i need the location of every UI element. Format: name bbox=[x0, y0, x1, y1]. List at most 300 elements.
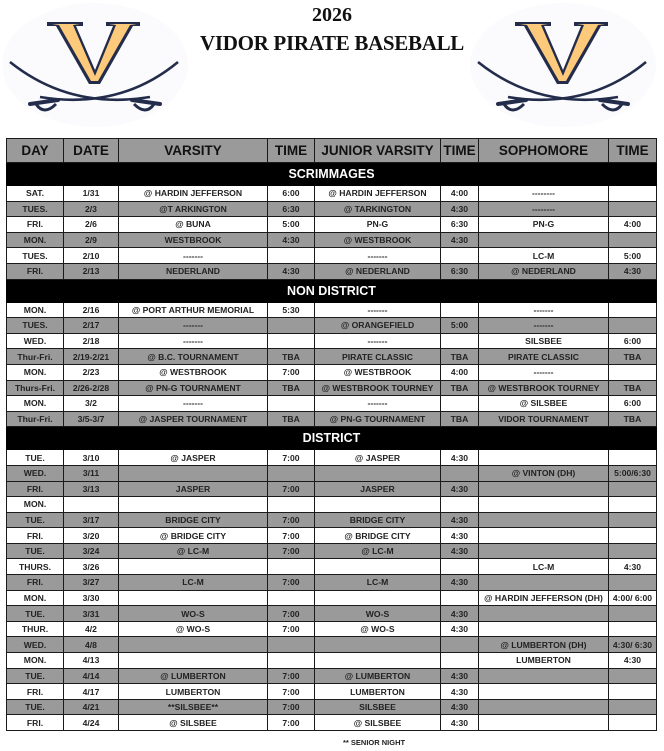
cell-varsity: WESTBROOK bbox=[119, 232, 268, 248]
cell-varsity-time bbox=[268, 637, 315, 653]
table-row bbox=[7, 232, 657, 248]
cell-jv: @ HARDIN JEFFERSON bbox=[315, 186, 441, 202]
cell-jv-time: 4:30 bbox=[441, 201, 479, 217]
cell-varsity bbox=[119, 590, 268, 606]
cell-date: 4/24 bbox=[64, 715, 119, 731]
cell-jv-time bbox=[441, 653, 479, 669]
cell-day: TUE. bbox=[7, 450, 64, 466]
table-row bbox=[7, 543, 657, 559]
cell-varsity: @ PN-G TOURNAMENT bbox=[119, 380, 268, 396]
table-row bbox=[7, 302, 657, 318]
cell-sophomore-time: TBA bbox=[609, 411, 657, 427]
cell-day: SAT. bbox=[7, 186, 64, 202]
cell-day: THUR. bbox=[7, 621, 64, 637]
cell-day: TUE. bbox=[7, 606, 64, 622]
cell-date: 4/2 bbox=[64, 621, 119, 637]
cell-varsity-time: 7:00 bbox=[268, 364, 315, 380]
cell-varsity-time: 5:00 bbox=[268, 217, 315, 233]
cell-date: 4/13 bbox=[64, 653, 119, 669]
cell-sophomore-time: TBA bbox=[609, 380, 657, 396]
cell-jv-time: 6:30 bbox=[441, 217, 479, 233]
cell-sophomore bbox=[479, 668, 609, 684]
section-header-row bbox=[7, 427, 657, 450]
cell-jv-time: 4:30 bbox=[441, 621, 479, 637]
table-row bbox=[7, 380, 657, 396]
cell-jv: PIRATE CLASSIC bbox=[315, 349, 441, 365]
cell-sophomore: PIRATE CLASSIC bbox=[479, 349, 609, 365]
cell-sophomore-time bbox=[609, 186, 657, 202]
cell-varsity bbox=[119, 497, 268, 513]
cell-jv-time bbox=[441, 637, 479, 653]
table-row bbox=[7, 333, 657, 349]
cell-day: MON. bbox=[7, 232, 64, 248]
cell-day: TUES. bbox=[7, 248, 64, 264]
cell-sophomore-time bbox=[609, 497, 657, 513]
cell-jv-time: 4:30 bbox=[441, 528, 479, 544]
cell-date bbox=[64, 497, 119, 513]
cell-sophomore-time bbox=[609, 201, 657, 217]
cell-sophomore-time: 5:00/6:30 bbox=[609, 465, 657, 481]
cell-varsity-time: 7:00 bbox=[268, 699, 315, 715]
schedule-year: 2026 bbox=[312, 4, 352, 26]
table-row bbox=[7, 318, 657, 334]
cell-jv: LC-M bbox=[315, 575, 441, 591]
cell-sophomore-time bbox=[609, 684, 657, 700]
cell-date: 3/10 bbox=[64, 450, 119, 466]
cell-sophomore: @ NEDERLAND bbox=[479, 263, 609, 279]
cell-jv: JASPER bbox=[315, 481, 441, 497]
cell-varsity-time: 7:00 bbox=[268, 621, 315, 637]
schedule-table bbox=[6, 138, 657, 731]
cell-date: 3/26 bbox=[64, 559, 119, 575]
cell-varsity: ------- bbox=[119, 318, 268, 334]
cell-date: 3/17 bbox=[64, 512, 119, 528]
cell-date: 3/31 bbox=[64, 606, 119, 622]
cell-sophomore-time bbox=[609, 575, 657, 591]
cell-jv: LUMBERTON bbox=[315, 684, 441, 700]
cell-jv bbox=[315, 559, 441, 575]
cell-jv-time bbox=[441, 497, 479, 513]
table-row bbox=[7, 590, 657, 606]
cell-date: 3/2 bbox=[64, 396, 119, 412]
cell-jv: BRIDGE CITY bbox=[315, 512, 441, 528]
cell-sophomore-time: TBA bbox=[609, 349, 657, 365]
cell-sophomore: PN-G bbox=[479, 217, 609, 233]
cell-date: 3/20 bbox=[64, 528, 119, 544]
table-row bbox=[7, 263, 657, 279]
cell-day: FRI. bbox=[7, 481, 64, 497]
cell-sophomore: @ WESTBROOK TOURNEY bbox=[479, 380, 609, 396]
table-row bbox=[7, 559, 657, 575]
cell-varsity: NEDERLAND bbox=[119, 263, 268, 279]
cell-day: WED. bbox=[7, 637, 64, 653]
cell-varsity-time bbox=[268, 559, 315, 575]
cell-jv bbox=[315, 590, 441, 606]
cell-day: FRI. bbox=[7, 715, 64, 731]
cell-sophomore-time bbox=[609, 543, 657, 559]
cell-varsity: ------- bbox=[119, 396, 268, 412]
column-header-sophomore: SOPHOMORE bbox=[479, 139, 609, 163]
cell-day: WED. bbox=[7, 465, 64, 481]
cell-jv: @ JASPER bbox=[315, 450, 441, 466]
cell-sophomore-time bbox=[609, 699, 657, 715]
cell-date: 3/11 bbox=[64, 465, 119, 481]
cell-jv-time bbox=[441, 590, 479, 606]
table-row bbox=[7, 411, 657, 427]
cell-jv: @ LUMBERTON bbox=[315, 668, 441, 684]
cell-varsity-time: TBA bbox=[268, 380, 315, 396]
cell-varsity bbox=[119, 559, 268, 575]
cell-day: FRI. bbox=[7, 217, 64, 233]
cell-jv bbox=[315, 637, 441, 653]
cell-jv-time: 4:30 bbox=[441, 232, 479, 248]
cell-sophomore: VIDOR TOURNAMENT bbox=[479, 411, 609, 427]
cell-sophomore: ------- bbox=[479, 302, 609, 318]
cell-varsity: @ JASPER bbox=[119, 450, 268, 466]
cell-jv: @ PN-G TOURNAMENT bbox=[315, 411, 441, 427]
cell-sophomore-time: 4:30 bbox=[609, 263, 657, 279]
cell-sophomore: -------- bbox=[479, 186, 609, 202]
cell-sophomore: @ HARDIN JEFFERSON (DH) bbox=[479, 590, 609, 606]
cell-varsity-time: 4:30 bbox=[268, 263, 315, 279]
cell-jv-time: 4:30 bbox=[441, 512, 479, 528]
cell-jv: PN-G bbox=[315, 217, 441, 233]
cell-sophomore-time bbox=[609, 232, 657, 248]
cell-day: TUE. bbox=[7, 512, 64, 528]
table-row bbox=[7, 217, 657, 233]
table-row bbox=[7, 715, 657, 731]
column-header-varsity-time: TIME bbox=[268, 139, 315, 163]
section-header-row bbox=[7, 279, 657, 302]
cell-sophomore bbox=[479, 528, 609, 544]
cell-sophomore bbox=[479, 575, 609, 591]
section-title: NON DISTRICT bbox=[7, 279, 657, 302]
cell-date: 3/13 bbox=[64, 481, 119, 497]
schedule-body bbox=[7, 163, 657, 731]
cell-varsity: @ SILSBEE bbox=[119, 715, 268, 731]
cell-varsity: @ LUMBERTON bbox=[119, 668, 268, 684]
column-header-jv: JUNIOR VARSITY bbox=[315, 139, 441, 163]
cell-day: MON. bbox=[7, 302, 64, 318]
cell-sophomore-time: 4:00/ 6:00 bbox=[609, 590, 657, 606]
cell-sophomore-time bbox=[609, 302, 657, 318]
cell-varsity: @ WESTBROOK bbox=[119, 364, 268, 380]
cell-jv: ------- bbox=[315, 333, 441, 349]
section-title: SCRIMMAGES bbox=[7, 163, 657, 186]
cell-jv-time bbox=[441, 248, 479, 264]
column-header-date: DATE bbox=[64, 139, 119, 163]
cell-jv-time: 4:30 bbox=[441, 606, 479, 622]
cell-varsity: ------- bbox=[119, 333, 268, 349]
cell-varsity-time: 7:00 bbox=[268, 543, 315, 559]
cell-sophomore bbox=[479, 497, 609, 513]
cell-jv-time: TBA bbox=[441, 411, 479, 427]
cell-day: TUE. bbox=[7, 699, 64, 715]
cell-day: FRI. bbox=[7, 684, 64, 700]
cell-varsity: BRIDGE CITY bbox=[119, 512, 268, 528]
cell-jv: @ WESTBROOK bbox=[315, 364, 441, 380]
cell-date: 2/6 bbox=[64, 217, 119, 233]
cell-jv: ------- bbox=[315, 396, 441, 412]
cell-varsity: WO-S bbox=[119, 606, 268, 622]
cell-sophomore: ------- bbox=[479, 364, 609, 380]
cell-date: 1/31 bbox=[64, 186, 119, 202]
cell-day: Thur-Fri. bbox=[7, 349, 64, 365]
cell-varsity-time: TBA bbox=[268, 411, 315, 427]
cell-jv-time bbox=[441, 465, 479, 481]
cell-jv-time: 4:30 bbox=[441, 699, 479, 715]
cell-varsity-time bbox=[268, 248, 315, 264]
cell-jv-time: 4:30 bbox=[441, 481, 479, 497]
cell-sophomore-time bbox=[609, 715, 657, 731]
cell-varsity: @ B.C. TOURNAMENT bbox=[119, 349, 268, 365]
cell-sophomore: -------- bbox=[479, 201, 609, 217]
cell-day: MON. bbox=[7, 364, 64, 380]
cell-varsity-time: 5:30 bbox=[268, 302, 315, 318]
table-row bbox=[7, 481, 657, 497]
cell-day: FRI. bbox=[7, 575, 64, 591]
cell-varsity: LC-M bbox=[119, 575, 268, 591]
cell-jv: @ LC-M bbox=[315, 543, 441, 559]
cell-day: FRI. bbox=[7, 528, 64, 544]
column-header-sophomore-time: TIME bbox=[609, 139, 657, 163]
cell-date: 2/16 bbox=[64, 302, 119, 318]
cell-jv: @ WESTBROOK TOURNEY bbox=[315, 380, 441, 396]
cell-varsity-time: 7:00 bbox=[268, 715, 315, 731]
cell-varsity-time: 6:00 bbox=[268, 186, 315, 202]
cell-date: 3/5-3/7 bbox=[64, 411, 119, 427]
cell-jv-time: 4:30 bbox=[441, 575, 479, 591]
cell-varsity: @ HARDIN JEFFERSON bbox=[119, 186, 268, 202]
cell-jv: @ TARKINGTON bbox=[315, 201, 441, 217]
cell-jv-time: 6:30 bbox=[441, 263, 479, 279]
cell-varsity-time: 7:00 bbox=[268, 575, 315, 591]
cell-varsity: @ WO-S bbox=[119, 621, 268, 637]
table-row bbox=[7, 349, 657, 365]
cell-day: TUE. bbox=[7, 543, 64, 559]
cell-date: 2/17 bbox=[64, 318, 119, 334]
cell-sophomore-time: 4:30 bbox=[609, 653, 657, 669]
cell-date: 2/23 bbox=[64, 364, 119, 380]
cell-jv: @ BRIDGE CITY bbox=[315, 528, 441, 544]
cell-jv bbox=[315, 497, 441, 513]
cell-date: 2/9 bbox=[64, 232, 119, 248]
table-row bbox=[7, 201, 657, 217]
cell-sophomore-time bbox=[609, 668, 657, 684]
table-row bbox=[7, 512, 657, 528]
cell-jv-time: TBA bbox=[441, 380, 479, 396]
cell-sophomore: ------- bbox=[479, 318, 609, 334]
table-row bbox=[7, 364, 657, 380]
cell-date: 4/8 bbox=[64, 637, 119, 653]
table-row bbox=[7, 653, 657, 669]
cell-varsity-time: 7:00 bbox=[268, 606, 315, 622]
cell-sophomore: @ SILSBEE bbox=[479, 396, 609, 412]
cell-varsity-time: TBA bbox=[268, 349, 315, 365]
cell-varsity bbox=[119, 653, 268, 669]
cell-day: Thurs-Fri. bbox=[7, 380, 64, 396]
cell-date: 3/27 bbox=[64, 575, 119, 591]
table-row bbox=[7, 637, 657, 653]
cell-varsity: **SILSBEE** bbox=[119, 699, 268, 715]
cell-varsity-time: 7:00 bbox=[268, 528, 315, 544]
table-row bbox=[7, 396, 657, 412]
table-row bbox=[7, 606, 657, 622]
cell-sophomore-time: 5:00 bbox=[609, 248, 657, 264]
cell-jv-time: 4:00 bbox=[441, 186, 479, 202]
table-row bbox=[7, 699, 657, 715]
cell-day: THURS. bbox=[7, 559, 64, 575]
table-row bbox=[7, 248, 657, 264]
cell-sophomore: LC-M bbox=[479, 248, 609, 264]
cell-day: TUES. bbox=[7, 201, 64, 217]
cell-sophomore-time bbox=[609, 481, 657, 497]
cell-sophomore bbox=[479, 512, 609, 528]
section-title: DISTRICT bbox=[7, 427, 657, 450]
cell-sophomore: LC-M bbox=[479, 559, 609, 575]
cell-varsity-time: 6:30 bbox=[268, 201, 315, 217]
table-row bbox=[7, 575, 657, 591]
cell-date: 2/13 bbox=[64, 263, 119, 279]
cell-sophomore bbox=[479, 699, 609, 715]
cell-date: 4/17 bbox=[64, 684, 119, 700]
cell-day: Thur-Fri. bbox=[7, 411, 64, 427]
column-header-varsity: VARSITY bbox=[119, 139, 268, 163]
cell-jv: SILSBEE bbox=[315, 699, 441, 715]
cell-sophomore: LUMBERTON bbox=[479, 653, 609, 669]
cell-varsity-time bbox=[268, 333, 315, 349]
cell-sophomore: @ LUMBERTON (DH) bbox=[479, 637, 609, 653]
cell-sophomore bbox=[479, 450, 609, 466]
cell-varsity-time bbox=[268, 497, 315, 513]
cell-sophomore-time: 6:00 bbox=[609, 396, 657, 412]
cell-jv-time: TBA bbox=[441, 349, 479, 365]
cell-sophomore bbox=[479, 684, 609, 700]
cell-varsity: @ BRIDGE CITY bbox=[119, 528, 268, 544]
cell-jv-time: 4:30 bbox=[441, 668, 479, 684]
cell-day: MON. bbox=[7, 497, 64, 513]
cell-date: 3/24 bbox=[64, 543, 119, 559]
cell-date: 4/14 bbox=[64, 668, 119, 684]
table-row bbox=[7, 186, 657, 202]
cell-date: 3/30 bbox=[64, 590, 119, 606]
cell-jv-time: 4:30 bbox=[441, 684, 479, 700]
cell-sophomore bbox=[479, 543, 609, 559]
cell-varsity: @ JASPER TOURNAMENT bbox=[119, 411, 268, 427]
cell-day: WED. bbox=[7, 333, 64, 349]
cell-jv: ------- bbox=[315, 302, 441, 318]
cell-sophomore: @ VINTON (DH) bbox=[479, 465, 609, 481]
cell-date: 2/10 bbox=[64, 248, 119, 264]
cell-varsity-time: 7:00 bbox=[268, 684, 315, 700]
cell-date: 2/3 bbox=[64, 201, 119, 217]
cell-jv-time bbox=[441, 333, 479, 349]
cell-jv-time: 5:00 bbox=[441, 318, 479, 334]
cell-jv-time: 4:30 bbox=[441, 543, 479, 559]
cell-jv-time bbox=[441, 302, 479, 318]
cell-varsity: @ PORT ARTHUR MEMORIAL bbox=[119, 302, 268, 318]
cell-varsity-time: 7:00 bbox=[268, 668, 315, 684]
cell-day: TUES. bbox=[7, 318, 64, 334]
cell-date: 2/19-2/21 bbox=[64, 349, 119, 365]
cell-varsity-time bbox=[268, 590, 315, 606]
table-row bbox=[7, 684, 657, 700]
cell-jv bbox=[315, 653, 441, 669]
cell-varsity-time bbox=[268, 465, 315, 481]
cell-jv-time bbox=[441, 396, 479, 412]
cell-varsity: @T ARKINGTON bbox=[119, 201, 268, 217]
cell-varsity-time bbox=[268, 653, 315, 669]
table-row bbox=[7, 497, 657, 513]
cell-sophomore-time: 4:30 bbox=[609, 559, 657, 575]
cell-sophomore-time: 6:00 bbox=[609, 333, 657, 349]
cell-varsity: @ BUNA bbox=[119, 217, 268, 233]
cell-jv: @ WO-S bbox=[315, 621, 441, 637]
cell-sophomore bbox=[479, 606, 609, 622]
cell-day: FRI. bbox=[7, 263, 64, 279]
cell-sophomore-time: 4:00 bbox=[609, 217, 657, 233]
table-row bbox=[7, 528, 657, 544]
table-row bbox=[7, 465, 657, 481]
senior-night-footnote: ** SENIOR NIGHT bbox=[343, 738, 406, 747]
cell-date: 2/26-2/28 bbox=[64, 380, 119, 396]
cell-jv-time: 4:00 bbox=[441, 364, 479, 380]
cell-sophomore-time bbox=[609, 364, 657, 380]
cell-sophomore bbox=[479, 715, 609, 731]
cell-jv: ------- bbox=[315, 248, 441, 264]
section-header-row bbox=[7, 163, 657, 186]
cell-sophomore bbox=[479, 232, 609, 248]
cell-varsity-time bbox=[268, 396, 315, 412]
table-row bbox=[7, 621, 657, 637]
cell-varsity: LUMBERTON bbox=[119, 684, 268, 700]
cell-sophomore-time bbox=[609, 606, 657, 622]
cell-sophomore-time: 4:30/ 6:30 bbox=[609, 637, 657, 653]
cell-sophomore bbox=[479, 621, 609, 637]
cell-day: MON. bbox=[7, 653, 64, 669]
schedule-title: VIDOR PIRATE BASEBALL bbox=[199, 31, 465, 55]
cell-jv: @ WESTBROOK bbox=[315, 232, 441, 248]
column-header-row bbox=[7, 139, 657, 163]
table-row bbox=[7, 450, 657, 466]
cell-varsity: JASPER bbox=[119, 481, 268, 497]
cell-sophomore: SILSBEE bbox=[479, 333, 609, 349]
cell-sophomore-time bbox=[609, 450, 657, 466]
cell-varsity bbox=[119, 465, 268, 481]
cell-sophomore-time bbox=[609, 512, 657, 528]
cell-varsity-time bbox=[268, 318, 315, 334]
cell-day: MON. bbox=[7, 396, 64, 412]
cell-jv: @ SILSBEE bbox=[315, 715, 441, 731]
cell-jv: @ ORANGEFIELD bbox=[315, 318, 441, 334]
cell-sophomore-time bbox=[609, 621, 657, 637]
cell-sophomore-time bbox=[609, 318, 657, 334]
cell-date: 4/21 bbox=[64, 699, 119, 715]
cell-varsity bbox=[119, 637, 268, 653]
cell-varsity-time: 7:00 bbox=[268, 481, 315, 497]
cell-varsity-time: 4:30 bbox=[268, 232, 315, 248]
cell-day: MON. bbox=[7, 590, 64, 606]
cell-jv-time: 4:30 bbox=[441, 715, 479, 731]
cell-date: 2/18 bbox=[64, 333, 119, 349]
cell-sophomore-time bbox=[609, 528, 657, 544]
cell-varsity-time: 7:00 bbox=[268, 512, 315, 528]
cell-sophomore bbox=[479, 481, 609, 497]
cell-jv-time bbox=[441, 559, 479, 575]
cell-jv: @ NEDERLAND bbox=[315, 263, 441, 279]
table-row bbox=[7, 668, 657, 684]
column-header-day: DAY bbox=[7, 139, 64, 163]
